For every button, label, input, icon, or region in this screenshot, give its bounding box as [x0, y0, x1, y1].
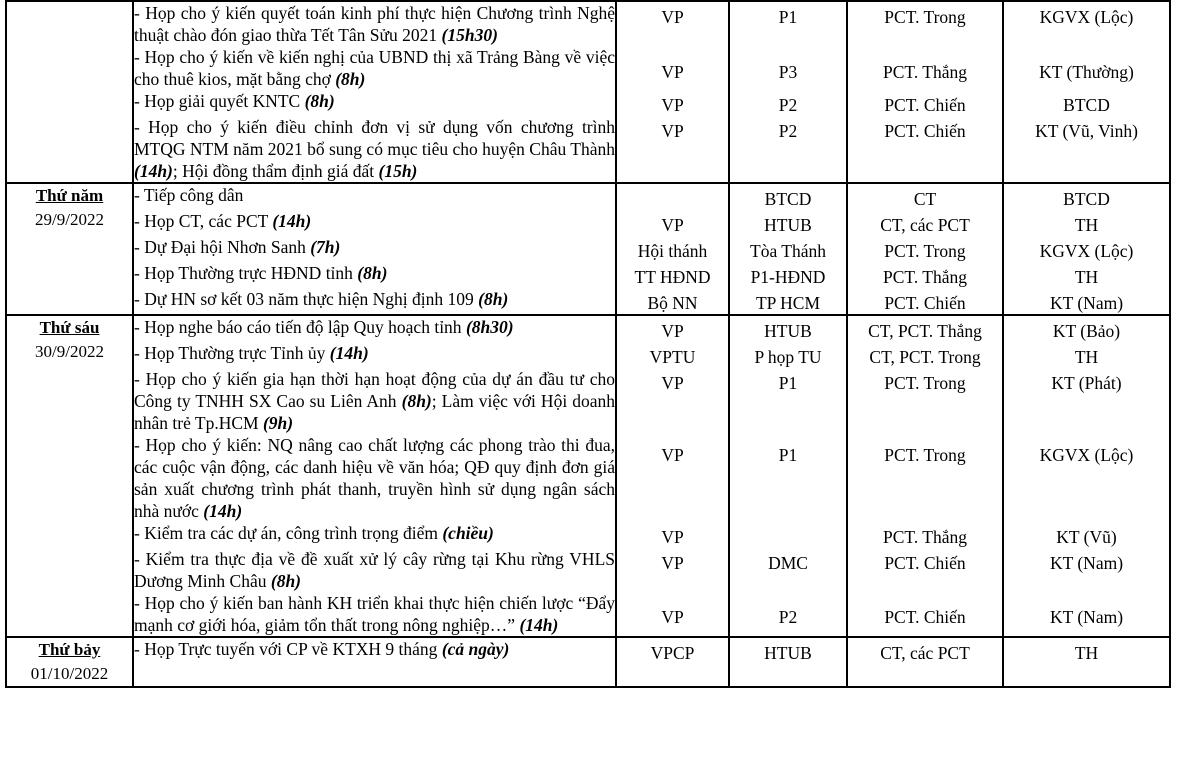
meeting-text: - Họp Trực tuyến với CP về KTXH 9 tháng	[134, 639, 442, 659]
meeting-time: (8h)	[357, 263, 388, 283]
leader-cell: PCT. Trong	[847, 1, 1003, 46]
location-cell: VPTU	[616, 342, 729, 368]
room-cell: HTUB	[729, 637, 847, 687]
preparer-cell: KGVX (Lộc)	[1003, 236, 1170, 262]
location-cell: VP	[616, 116, 729, 183]
room-cell: Tòa Thánh	[729, 236, 847, 262]
room-cell: P2	[729, 90, 847, 116]
preparer-cell: KT (Vũ)	[1003, 522, 1170, 548]
schedule-row	[6, 90, 1170, 116]
schedule-row	[6, 315, 1170, 342]
meeting-time: (9h)	[262, 413, 294, 433]
room-cell: DMC	[729, 548, 847, 592]
room-cell: P1	[729, 434, 847, 522]
meeting-time: (14h)	[203, 501, 243, 521]
day-cell	[6, 1, 133, 183]
leader-cell: PCT. Trong	[847, 434, 1003, 522]
location-cell	[616, 183, 729, 210]
room-cell: TP HCM	[729, 288, 847, 315]
schedule-row	[6, 236, 1170, 262]
leader-cell: PCT. Trong	[847, 368, 1003, 434]
preparer-cell: TH	[1003, 210, 1170, 236]
room-cell	[729, 522, 847, 548]
location-cell: VP	[616, 592, 729, 637]
preparer-cell: BTCD	[1003, 183, 1170, 210]
meeting-text: ; Làm việc với Hội doanh nhân trẻ Tp.HCM	[134, 391, 615, 433]
day-cell	[6, 315, 133, 637]
room-cell: P2	[729, 116, 847, 183]
meeting-text: - Kiểm tra các dự án, công trình trọng điểm	[134, 523, 443, 543]
meeting-content	[133, 210, 616, 236]
location-cell: VP	[616, 1, 729, 46]
room-cell: P1	[729, 368, 847, 434]
preparer-cell: KT (Vũ, Vinh)	[1003, 116, 1170, 183]
schedule-row	[6, 637, 1170, 687]
meeting-time: (7h)	[310, 237, 341, 257]
location-cell: VP	[616, 90, 729, 116]
meeting-content	[133, 46, 616, 90]
meeting-time: (8h30)	[465, 317, 514, 337]
meeting-text: - Họp giải quyết KNTC	[134, 91, 305, 111]
day-date: 29/9/2022	[35, 210, 104, 229]
room-cell: P1	[729, 1, 847, 46]
room-cell: HTUB	[729, 315, 847, 342]
location-cell: Bộ NN	[616, 288, 729, 315]
meeting-text: - Họp cho ý kiến điều chỉnh đơn vị sử dụng vốn chương trình MTQG NTM năm 2021 bổ sung có mục tiêu cho huyện Châu Thành	[134, 117, 615, 159]
leader-cell: CT, các PCT	[847, 210, 1003, 236]
preparer-cell: KT (Phát)	[1003, 368, 1170, 434]
schedule-row	[6, 1, 1170, 46]
schedule-row	[6, 548, 1170, 592]
preparer-cell: KT (Bảo)	[1003, 315, 1170, 342]
preparer-cell: TH	[1003, 637, 1170, 687]
meeting-content	[133, 637, 616, 687]
meeting-text: - Họp cho ý kiến ban hành KH triển khai thực hiện chiến lược “Đẩy mạnh cơ giới hóa, giảm tổn thất trong nông nghiệp…”	[134, 593, 615, 635]
meeting-text: - Tiếp công dân	[134, 185, 244, 205]
leader-cell: PCT. Chiến	[847, 116, 1003, 183]
meeting-text: - Dự Đại hội Nhơn Sanh	[134, 237, 311, 257]
meeting-time: (14h)	[134, 161, 173, 181]
leader-cell: PCT. Thắng	[847, 46, 1003, 90]
leader-cell: PCT. Chiến	[847, 548, 1003, 592]
day-name: Thứ bảy	[38, 640, 101, 659]
location-cell: VP	[616, 434, 729, 522]
meeting-time: (15h)	[378, 161, 418, 181]
schedule-row	[6, 262, 1170, 288]
room-cell: P2	[729, 592, 847, 637]
leader-cell: CT, PCT. Trong	[847, 342, 1003, 368]
meeting-content	[133, 315, 616, 342]
meeting-time: (14h)	[329, 343, 369, 363]
preparer-cell: KGVX (Lộc)	[1003, 434, 1170, 522]
leader-cell: CT, các PCT	[847, 637, 1003, 687]
schedule-row	[6, 434, 1170, 522]
meeting-time: (cả ngày)	[441, 639, 510, 659]
day-date: 30/9/2022	[35, 342, 104, 361]
room-cell: P họp TU	[729, 342, 847, 368]
meeting-content	[133, 368, 616, 434]
preparer-cell: KT (Nam)	[1003, 288, 1170, 315]
day-cell	[6, 183, 133, 315]
leader-cell: PCT. Chiến	[847, 90, 1003, 116]
schedule-row	[6, 342, 1170, 368]
location-cell: VP	[616, 368, 729, 434]
meeting-content	[133, 288, 616, 315]
meeting-time: (14h)	[272, 211, 312, 231]
meeting-time: (8h)	[270, 571, 302, 591]
preparer-cell: TH	[1003, 342, 1170, 368]
meeting-time: (14h)	[519, 615, 559, 635]
meeting-content	[133, 1, 616, 46]
day-date: 01/10/2022	[30, 664, 109, 683]
room-cell: P3	[729, 46, 847, 90]
meeting-text: - Họp nghe báo cáo tiến độ lập Quy hoạch tỉnh	[134, 317, 466, 337]
meeting-time: (15h30)	[441, 25, 498, 45]
schedule-table	[5, 0, 1171, 688]
leader-cell: PCT. Thắng	[847, 262, 1003, 288]
leader-cell: PCT. Trong	[847, 236, 1003, 262]
location-cell: VP	[616, 315, 729, 342]
meeting-text: - Họp CT, các PCT	[134, 211, 273, 231]
location-cell: VPCP	[616, 637, 729, 687]
schedule-row	[6, 210, 1170, 236]
meeting-text: - Họp Thường trực HĐND tỉnh	[134, 263, 358, 283]
schedule-row	[6, 288, 1170, 315]
schedule-row	[6, 116, 1170, 183]
preparer-cell: BTCD	[1003, 90, 1170, 116]
location-cell: VP	[616, 548, 729, 592]
meeting-text: - Họp cho ý kiến quyết toán kinh phí thực hiện Chương trình Nghệ thuật chào đón giao thừa Tết Tân Sửu 2021	[134, 3, 615, 45]
schedule-row	[6, 522, 1170, 548]
meeting-time: (8h)	[304, 91, 335, 111]
room-cell: HTUB	[729, 210, 847, 236]
day-name: Thứ năm	[35, 186, 104, 205]
location-cell: VP	[616, 210, 729, 236]
preparer-cell: KT (Thường)	[1003, 46, 1170, 90]
schedule-row	[6, 46, 1170, 90]
leader-cell: CT, PCT. Thắng	[847, 315, 1003, 342]
day-name: Thứ sáu	[39, 318, 100, 337]
preparer-cell: KT (Nam)	[1003, 548, 1170, 592]
leader-cell: CT	[847, 183, 1003, 210]
preparer-cell: KGVX (Lộc)	[1003, 1, 1170, 46]
preparer-cell: KT (Nam)	[1003, 592, 1170, 637]
meeting-content	[133, 262, 616, 288]
meeting-time: (chiều)	[442, 523, 494, 543]
day-cell	[6, 637, 133, 687]
meeting-content	[133, 548, 616, 592]
meeting-time: (8h)	[335, 69, 366, 89]
schedule-body	[6, 1, 1170, 687]
leader-cell: PCT. Chiến	[847, 288, 1003, 315]
meeting-text: - Họp cho ý kiến về kiến nghị của UBND thị xã Trảng Bàng về việc cho thuê kios, mặt bằng chợ	[134, 47, 615, 89]
meeting-text: - Kiểm tra thực địa về đề xuất xử lý cây rừng tại Khu rừng VHLS Dương Minh Châu	[134, 549, 615, 591]
meeting-content	[133, 592, 616, 637]
meeting-text: - Họp cho ý kiến: NQ nâng cao chất lượng các phong trào thi đua, các cuộc vận động, các danh hiệu về văn hóa; QĐ quy định đơn giá sản xuất chương trình phát thanh, truyền hình sử dụng ngân sách nhà nước	[134, 435, 615, 521]
preparer-cell: TH	[1003, 262, 1170, 288]
meeting-content	[133, 236, 616, 262]
location-cell: VP	[616, 46, 729, 90]
leader-cell: PCT. Thắng	[847, 522, 1003, 548]
meeting-content	[133, 183, 616, 210]
room-cell: BTCD	[729, 183, 847, 210]
schedule-row	[6, 183, 1170, 210]
schedule-row	[6, 368, 1170, 434]
meeting-text: ; Hội đồng thẩm định giá đất	[172, 161, 379, 181]
meeting-content	[133, 90, 616, 116]
meeting-content	[133, 116, 616, 183]
meeting-text: - Họp Thường trực Tỉnh ủy	[134, 343, 330, 363]
meeting-content	[133, 434, 616, 522]
meeting-content	[133, 522, 616, 548]
location-cell: Hội thánh	[616, 236, 729, 262]
location-cell: VP	[616, 522, 729, 548]
meeting-time: (8h)	[478, 289, 509, 309]
leader-cell: PCT. Chiến	[847, 592, 1003, 637]
meeting-content	[133, 342, 616, 368]
meeting-time: (8h)	[401, 391, 432, 411]
meeting-text: - Họp cho ý kiến gia hạn thời hạn hoạt động của dự án đầu tư cho Công ty TNHH SX Cao su Liên Anh	[134, 369, 615, 411]
meeting-text: - Dự HN sơ kết 03 năm thực hiện Nghị định 109	[134, 289, 479, 309]
room-cell: P1-HĐND	[729, 262, 847, 288]
schedule-row	[6, 592, 1170, 637]
location-cell: TT HĐND	[616, 262, 729, 288]
